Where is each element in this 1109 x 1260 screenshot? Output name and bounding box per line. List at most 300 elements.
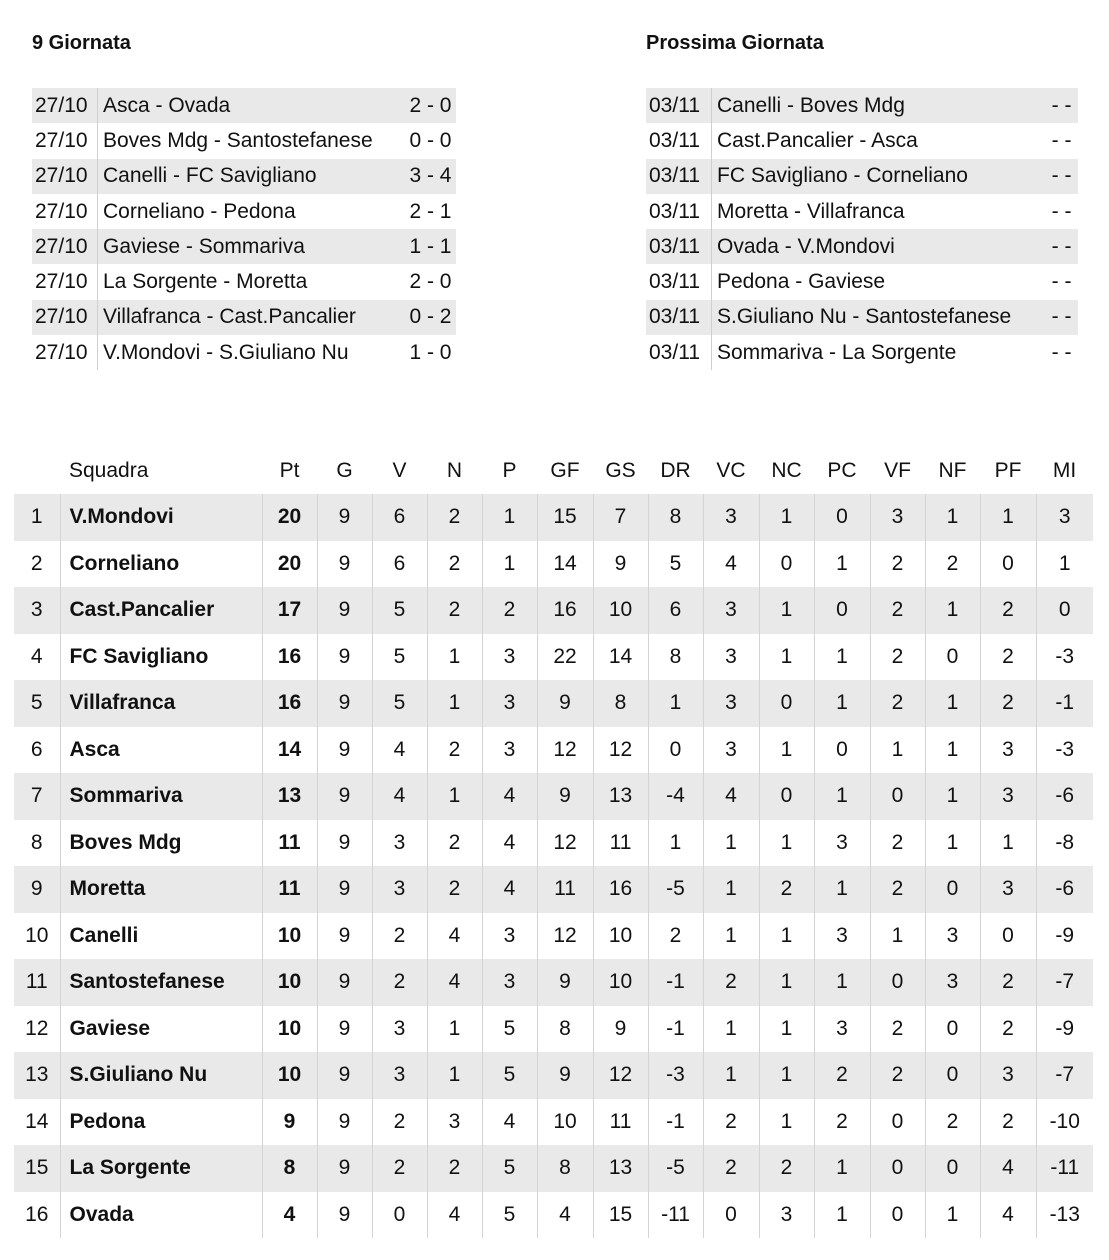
stat-cell: 0 xyxy=(759,680,814,727)
stat-cell: 0 xyxy=(759,541,814,588)
team-name: Canelli xyxy=(60,913,262,960)
team-position: 10 xyxy=(25,923,49,947)
team-position: 11 xyxy=(14,959,60,1006)
stat-cell: -11 xyxy=(648,1192,703,1239)
stat-cell: 1 xyxy=(814,959,870,1006)
fixture-date: 03/11 xyxy=(646,88,712,123)
stat-cell: 2 xyxy=(372,913,427,960)
stat-cell: 2 xyxy=(870,634,925,681)
standings-row xyxy=(14,1052,1093,1099)
fixture-row xyxy=(646,194,1078,229)
fixture-score: - - xyxy=(1051,270,1072,294)
fixture-score: 0 - 0 xyxy=(409,128,452,152)
stat-cell: 0 xyxy=(870,1192,925,1239)
stat-cell: 0 xyxy=(1036,587,1093,634)
fixture-score: 1 - 0 xyxy=(409,340,452,364)
stat-cell: 4 xyxy=(537,1192,593,1239)
stat-cell: 16 xyxy=(537,587,593,634)
fixture-date: 27/10 xyxy=(32,88,98,123)
fixture-score: 2 - 0 xyxy=(392,88,456,123)
stat-cell: 1 xyxy=(703,913,759,960)
stat-cell: 2 xyxy=(980,959,1036,1006)
fixture-date: 27/10 xyxy=(32,335,98,370)
stat-cell: 3 xyxy=(980,1052,1036,1099)
stat-cell: 1 xyxy=(980,494,1036,541)
stat-cell: 3 xyxy=(980,773,1036,820)
stat-cell: 3 xyxy=(427,1099,482,1146)
standings-header-cell: N xyxy=(446,458,463,482)
stat-cell: 10 xyxy=(537,1099,593,1146)
standings-row xyxy=(14,1192,1093,1239)
team-points: 17 xyxy=(262,587,317,634)
standings-header-cell: P xyxy=(502,458,517,482)
stat-cell: 6 xyxy=(372,494,427,541)
stat-cell: 1 xyxy=(814,773,870,820)
stat-cell: 0 xyxy=(870,959,925,1006)
stat-cell: -9 xyxy=(1036,1006,1093,1053)
fixture-score: - - xyxy=(1040,88,1078,123)
stat-cell: 9 xyxy=(317,866,372,913)
stat-cell: 4 xyxy=(980,1145,1036,1192)
stat-cell: 2 xyxy=(372,959,427,1006)
stat-cell: 3 xyxy=(925,959,980,1006)
standings-row xyxy=(14,494,1093,541)
stat-cell: -1 xyxy=(648,1006,703,1053)
fixture-match: S.Giuliano Nu - Santostefanese xyxy=(712,300,1040,335)
standings-row xyxy=(14,866,1093,913)
stat-cell: 1 xyxy=(648,820,703,867)
stat-cell: 3 xyxy=(482,959,537,1006)
stat-cell: 5 xyxy=(482,1052,537,1099)
standings-header-cell: G xyxy=(336,458,353,482)
stat-cell: 1 xyxy=(759,959,814,1006)
stat-cell: 2 xyxy=(870,1052,925,1099)
team-name: Cast.Pancalier xyxy=(60,587,262,634)
stat-cell: 9 xyxy=(317,1099,372,1146)
team-position: 3 xyxy=(14,587,60,634)
fixture-score: - - xyxy=(1051,340,1072,364)
standings-header-cell: NC xyxy=(771,458,802,482)
standings-row xyxy=(14,634,1093,681)
team-position: 8 xyxy=(30,830,43,854)
team-points: 10 xyxy=(262,913,317,960)
standings-header-cell xyxy=(14,447,60,494)
standings-header-cell: VF xyxy=(884,458,911,482)
stat-cell: 3 xyxy=(482,913,537,960)
stat-cell: 1 xyxy=(759,587,814,634)
standings-header-cell: Squadra xyxy=(69,458,149,482)
fixture-row xyxy=(646,335,1078,370)
stat-cell: 3 xyxy=(703,494,759,541)
stat-cell: 3 xyxy=(814,913,870,960)
stat-cell: 5 xyxy=(372,634,427,681)
stat-cell: 9 xyxy=(317,1145,372,1192)
stat-cell: 2 xyxy=(427,820,482,867)
stat-cell: 2 xyxy=(870,680,925,727)
stat-cell: 9 xyxy=(317,1192,372,1239)
stat-cell: 13 xyxy=(593,1145,648,1192)
stat-cell: 9 xyxy=(317,634,372,681)
stat-cell: 2 xyxy=(482,587,537,634)
team-points: 13 xyxy=(262,773,317,820)
standings-header-cell: MI xyxy=(1052,458,1077,482)
stat-cell: 2 xyxy=(814,1099,870,1146)
team-name: Boves Mdg xyxy=(60,820,262,867)
stat-cell: 2 xyxy=(980,587,1036,634)
stat-cell: 1 xyxy=(427,1006,482,1053)
team-position: 2 xyxy=(30,551,43,575)
stat-cell: 6 xyxy=(372,541,427,588)
stat-cell: 8 xyxy=(648,634,703,681)
team-points: 11 xyxy=(262,866,317,913)
stat-cell: 0 xyxy=(925,1052,980,1099)
fixture-match: Gaviese - Sommariva xyxy=(98,229,392,264)
standings-row xyxy=(14,1145,1093,1192)
stat-cell: 1 xyxy=(925,494,980,541)
stat-cell: 2 xyxy=(427,541,482,588)
fixture-score: 0 - 2 xyxy=(392,300,456,335)
stat-cell: 1 xyxy=(814,1192,870,1239)
stat-cell: 2 xyxy=(870,587,925,634)
fixture-date: 27/10 xyxy=(32,300,98,335)
stat-cell: 9 xyxy=(317,820,372,867)
stat-cell: 2 xyxy=(980,634,1036,681)
team-points: 4 xyxy=(262,1192,317,1239)
stat-cell: 1 xyxy=(870,727,925,774)
team-points: 14 xyxy=(262,727,317,774)
fixture-score: - - xyxy=(1040,159,1078,194)
stat-cell: 14 xyxy=(593,634,648,681)
fixture-match: FC Savigliano - Corneliano xyxy=(712,159,1040,194)
stat-cell: 0 xyxy=(980,913,1036,960)
stat-cell: 5 xyxy=(482,1145,537,1192)
stat-cell: 1 xyxy=(814,680,870,727)
stat-cell: 12 xyxy=(537,913,593,960)
stat-cell: 2 xyxy=(427,494,482,541)
fixture-match: La Sorgente - Moretta xyxy=(103,270,308,294)
stat-cell: 1 xyxy=(925,773,980,820)
fixture-row xyxy=(646,300,1078,335)
fixture-row xyxy=(32,123,456,158)
stat-cell: 2 xyxy=(925,541,980,588)
stat-cell: 2 xyxy=(870,541,925,588)
fixture-match: Ovada - V.Mondovi xyxy=(712,229,1040,264)
stat-cell: 1 xyxy=(925,1192,980,1239)
stat-cell: -5 xyxy=(648,866,703,913)
stat-cell: 0 xyxy=(925,866,980,913)
stat-cell: 2 xyxy=(870,866,925,913)
standings-header-cell: GF xyxy=(550,458,580,482)
fixture-row xyxy=(32,229,456,264)
stat-cell: 5 xyxy=(372,680,427,727)
stat-cell: 4 xyxy=(482,866,537,913)
stat-cell: 4 xyxy=(427,1192,482,1239)
fixture-score: 3 - 4 xyxy=(392,159,456,194)
fixture-score: - - xyxy=(1051,128,1072,152)
fixture-row xyxy=(646,159,1078,194)
team-points: 10 xyxy=(262,959,317,1006)
stat-cell: 1 xyxy=(759,1052,814,1099)
standings-header-cell: NF xyxy=(938,458,967,482)
stat-cell: 0 xyxy=(759,773,814,820)
results-table xyxy=(32,88,456,370)
stat-cell: 1 xyxy=(759,913,814,960)
stat-cell: 4 xyxy=(427,959,482,1006)
stat-cell: 3 xyxy=(482,727,537,774)
stat-cell: -5 xyxy=(648,1145,703,1192)
stat-cell: 1 xyxy=(759,1099,814,1146)
fixture-date: 27/10 xyxy=(32,194,98,229)
stat-cell: 1 xyxy=(427,680,482,727)
stat-cell: 1 xyxy=(870,913,925,960)
stat-cell: 9 xyxy=(537,680,593,727)
stat-cell: -1 xyxy=(648,1099,703,1146)
fixture-date: 27/10 xyxy=(32,159,98,194)
team-name: FC Savigliano xyxy=(60,634,262,681)
stat-cell: 1 xyxy=(759,1006,814,1053)
stat-cell: 9 xyxy=(537,959,593,1006)
fixture-match: Sommariva - La Sorgente xyxy=(717,340,957,364)
fixture-row xyxy=(32,300,456,335)
fixture-match: Villafranca - Cast.Pancalier xyxy=(98,300,392,335)
team-name: Pedona xyxy=(60,1099,262,1146)
team-position: 4 xyxy=(30,644,43,668)
stat-cell: 4 xyxy=(980,1192,1036,1239)
stat-cell: 1 xyxy=(427,1052,482,1099)
fixture-date: 27/10 xyxy=(32,229,98,264)
team-position: 1 xyxy=(14,494,60,541)
team-points: 20 xyxy=(262,541,317,588)
fixture-score: - - xyxy=(1051,199,1072,223)
stat-cell: 1 xyxy=(759,494,814,541)
stat-cell: 2 xyxy=(980,1006,1036,1053)
stat-cell: 9 xyxy=(317,773,372,820)
standings-row xyxy=(14,1099,1093,1146)
fixture-date: 27/10 xyxy=(32,123,98,158)
stat-cell: 2 xyxy=(648,913,703,960)
stat-cell: 14 xyxy=(537,541,593,588)
stat-cell: 9 xyxy=(317,587,372,634)
stat-cell: -7 xyxy=(1036,959,1093,1006)
stat-cell: 0 xyxy=(814,494,870,541)
standings-row xyxy=(14,959,1093,1006)
stat-cell: 13 xyxy=(593,773,648,820)
fixture-row xyxy=(646,123,1078,158)
team-name: Gaviese xyxy=(60,1006,262,1053)
stat-cell: 12 xyxy=(593,1052,648,1099)
stat-cell: 3 xyxy=(870,494,925,541)
standings-header-cell: PF xyxy=(994,458,1022,482)
stat-cell: 0 xyxy=(870,1099,925,1146)
stat-cell: 3 xyxy=(372,1052,427,1099)
stat-cell: 3 xyxy=(703,680,759,727)
stat-cell: 8 xyxy=(648,494,703,541)
fixture-row xyxy=(646,229,1078,264)
stat-cell: 1 xyxy=(925,820,980,867)
stat-cell: 0 xyxy=(925,634,980,681)
stat-cell: 4 xyxy=(372,773,427,820)
team-position: 7 xyxy=(14,773,60,820)
fixture-match: V.Mondovi - S.Giuliano Nu xyxy=(103,340,349,364)
stat-cell: 2 xyxy=(427,587,482,634)
stat-cell: 2 xyxy=(980,1099,1036,1146)
standings-row xyxy=(14,727,1093,774)
next-round-table xyxy=(646,88,1078,370)
stat-cell: 1 xyxy=(925,680,980,727)
stat-cell: 4 xyxy=(427,913,482,960)
fixture-row xyxy=(32,159,456,194)
team-points: 9 xyxy=(262,1099,317,1146)
team-name: Sommariva xyxy=(60,773,262,820)
standings-row xyxy=(14,587,1093,634)
stat-cell: 9 xyxy=(537,1052,593,1099)
stat-cell: 3 xyxy=(980,866,1036,913)
team-points: 20 xyxy=(262,494,317,541)
stat-cell: 3 xyxy=(814,820,870,867)
standings-header-row xyxy=(14,447,1093,494)
fixture-date: 03/11 xyxy=(646,229,712,264)
stat-cell: 1 xyxy=(482,494,537,541)
team-points: 10 xyxy=(262,1006,317,1053)
stat-cell: 2 xyxy=(703,959,759,1006)
stat-cell: 2 xyxy=(759,866,814,913)
team-position: 5 xyxy=(14,680,60,727)
stat-cell: -3 xyxy=(1036,727,1093,774)
fixture-row xyxy=(32,335,456,370)
fixture-score: - - xyxy=(1040,229,1078,264)
stat-cell: 4 xyxy=(372,727,427,774)
stat-cell: 4 xyxy=(482,820,537,867)
stat-cell: 2 xyxy=(980,680,1036,727)
fixture-match: Canelli - Boves Mdg xyxy=(712,88,1040,123)
stat-cell: 3 xyxy=(1036,494,1093,541)
stat-cell: 9 xyxy=(317,1052,372,1099)
standings-row xyxy=(14,541,1093,588)
stat-cell: 9 xyxy=(317,494,372,541)
stat-cell: 12 xyxy=(537,727,593,774)
team-name: Villafranca xyxy=(60,680,262,727)
stat-cell: 2 xyxy=(372,1099,427,1146)
stat-cell: 1 xyxy=(814,541,870,588)
stat-cell: 1 xyxy=(703,866,759,913)
fixture-date: 03/11 xyxy=(646,159,712,194)
stat-cell: 2 xyxy=(870,820,925,867)
stat-cell: 2 xyxy=(427,727,482,774)
team-name: Asca xyxy=(60,727,262,774)
stat-cell: 9 xyxy=(317,727,372,774)
fixture-date: 03/11 xyxy=(646,194,712,229)
team-position: 12 xyxy=(25,1016,49,1040)
stat-cell: -10 xyxy=(1036,1099,1093,1146)
stat-cell: 1 xyxy=(925,587,980,634)
team-points: 8 xyxy=(262,1145,317,1192)
stat-cell: 1 xyxy=(703,1052,759,1099)
stat-cell: 10 xyxy=(593,587,648,634)
stat-cell: 0 xyxy=(925,1006,980,1053)
fixture-row xyxy=(32,88,456,123)
stat-cell: -1 xyxy=(1036,680,1093,727)
team-position: 14 xyxy=(25,1109,49,1133)
stat-cell: -9 xyxy=(1036,913,1093,960)
stat-cell: 0 xyxy=(870,773,925,820)
standings-header-cell: Pt xyxy=(279,458,300,482)
fixture-date: 03/11 xyxy=(646,300,712,335)
stat-cell: 22 xyxy=(537,634,593,681)
team-name: La Sorgente xyxy=(60,1145,262,1192)
stat-cell: -3 xyxy=(648,1052,703,1099)
stat-cell: 0 xyxy=(703,1192,759,1239)
team-name: Corneliano xyxy=(60,541,262,588)
stat-cell: 1 xyxy=(427,634,482,681)
stat-cell: 9 xyxy=(317,541,372,588)
stat-cell: 8 xyxy=(537,1006,593,1053)
stat-cell: 4 xyxy=(703,541,759,588)
stat-cell: 0 xyxy=(925,1145,980,1192)
stat-cell: 0 xyxy=(814,587,870,634)
stat-cell: 10 xyxy=(593,959,648,1006)
stat-cell: 9 xyxy=(317,1006,372,1053)
team-name: V.Mondovi xyxy=(60,494,262,541)
stat-cell: 3 xyxy=(759,1192,814,1239)
stat-cell: -4 xyxy=(648,773,703,820)
stat-cell: 1 xyxy=(814,866,870,913)
stat-cell: 1 xyxy=(759,634,814,681)
fixture-row xyxy=(646,264,1078,299)
stat-cell: 15 xyxy=(593,1192,648,1239)
standings-row xyxy=(14,773,1093,820)
stat-cell: 4 xyxy=(482,773,537,820)
stat-cell: 9 xyxy=(593,541,648,588)
stat-cell: -11 xyxy=(1036,1145,1093,1192)
team-name: Ovada xyxy=(60,1192,262,1239)
stat-cell: 3 xyxy=(372,820,427,867)
team-points: 10 xyxy=(262,1052,317,1099)
stat-cell: 11 xyxy=(593,1099,648,1146)
stat-cell: 0 xyxy=(980,541,1036,588)
stat-cell: 3 xyxy=(703,634,759,681)
stat-cell: 5 xyxy=(372,587,427,634)
team-position: 16 xyxy=(25,1202,49,1226)
stat-cell: 2 xyxy=(759,1145,814,1192)
stat-cell: 1 xyxy=(980,820,1036,867)
standings-row xyxy=(14,913,1093,960)
stat-cell: 1 xyxy=(648,680,703,727)
stat-cell: 0 xyxy=(648,727,703,774)
stat-cell: 1 xyxy=(925,727,980,774)
stat-cell: 5 xyxy=(648,541,703,588)
standings-row xyxy=(14,680,1093,727)
stat-cell: 4 xyxy=(482,1099,537,1146)
fixture-match: Boves Mdg - Santostefanese xyxy=(103,128,373,152)
stat-cell: 1 xyxy=(482,541,537,588)
standings-header-cell: VC xyxy=(716,458,746,482)
fixture-date: 03/11 xyxy=(646,264,712,299)
standings-row xyxy=(14,820,1093,867)
stat-cell: -8 xyxy=(1036,820,1093,867)
next-round-title: Prossima Giornata xyxy=(646,32,824,54)
stat-cell: -3 xyxy=(1036,634,1093,681)
stat-cell: 9 xyxy=(317,959,372,1006)
fixture-match: Moretta - Villafranca xyxy=(717,199,905,223)
stat-cell: -6 xyxy=(1036,866,1093,913)
stat-cell: 8 xyxy=(537,1145,593,1192)
fixture-match: Canelli - FC Savigliano xyxy=(98,159,392,194)
team-name: Santostefanese xyxy=(60,959,262,1006)
stat-cell: 6 xyxy=(648,587,703,634)
stat-cell: 2 xyxy=(814,1052,870,1099)
stat-cell: 9 xyxy=(317,913,372,960)
stat-cell: 4 xyxy=(703,773,759,820)
